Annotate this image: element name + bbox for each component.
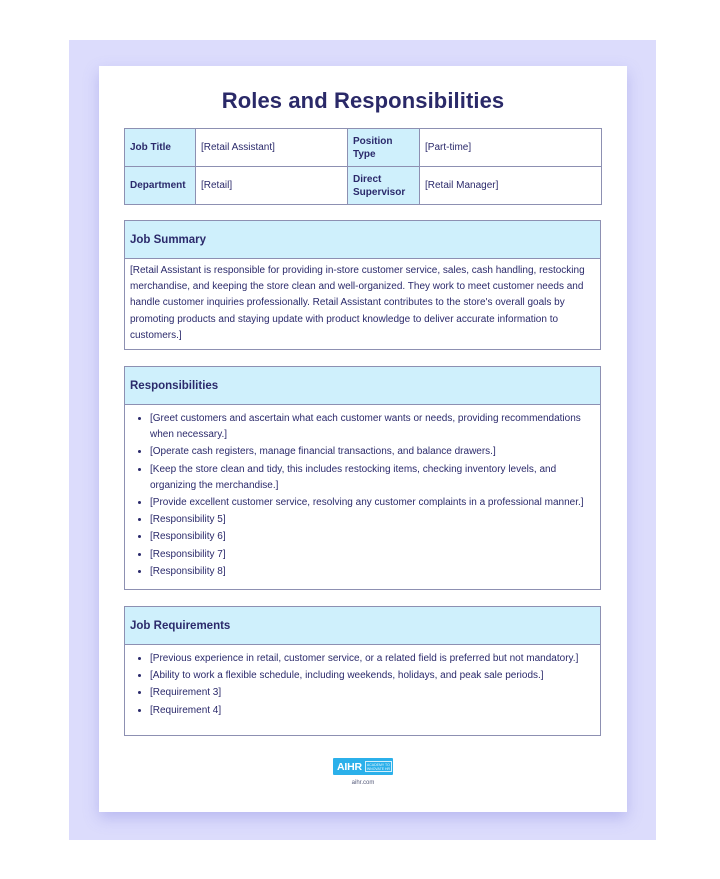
job-title-value: [Retail Assistant] (196, 129, 348, 167)
job-requirements-section (124, 606, 601, 736)
section-heading: Responsibilities (125, 367, 600, 405)
list-item: • [Ability to work a flexible schedule, including weekends, holidays, and peak sale periods.] (150, 667, 595, 684)
list-item: • [Requirement 3] (150, 684, 595, 701)
job-info-table (124, 128, 602, 205)
list-item: • [Responsibility 8] (150, 563, 595, 580)
table-row (125, 167, 602, 205)
list-item: • [Responsibility 5] (150, 511, 595, 528)
list-item: • [Previous experience in retail, customer service, or a related field is preferred but not mandatory.] (150, 650, 595, 667)
job-summary-text: [Retail Assistant is responsible for providing in-store customer service, sales, cash handling, restocking merchandise, and keeping the store clean and well-organized. They work to meet customer needs and handle customer inquiries professionally. Retail Assistant contributes to the store's overall goals by promoting products and staying update with product knowledge to deliver accurate information to customers.] (130, 265, 585, 341)
section-heading: Job Requirements (125, 607, 600, 645)
list-item: • [Keep the store clean and tidy, this includes restocking items, checking inventory levels, and organizing the merchandise.] (150, 461, 595, 494)
aihr-logo (333, 758, 393, 775)
document-page (99, 66, 627, 812)
list-item: • [Responsibility 6] (150, 528, 595, 545)
list-item: • [Requirement 4] (150, 702, 595, 719)
site-url: aihr.com (351, 780, 375, 786)
table-row (125, 129, 602, 167)
department-label: Department (125, 167, 196, 205)
section-heading: Job Summary (125, 221, 600, 259)
logo-text: AIHR (337, 760, 362, 773)
requirements-list (130, 650, 595, 719)
position-type-value: [Part-time] (420, 129, 602, 167)
direct-supervisor-value: [Retail Manager] (420, 167, 602, 205)
logo-tagline: ACADEMY TO INNOVATE HR (366, 762, 391, 771)
job-summary-section (124, 220, 601, 350)
responsibilities-list (130, 410, 595, 580)
page-title: Roles and Responsibilities (221, 88, 505, 113)
direct-supervisor-label: Direct Supervisor (348, 167, 420, 205)
position-type-label: Position Type (348, 129, 420, 167)
list-item: • [Operate cash registers, manage financial transactions, and balance drawers.] (150, 443, 595, 460)
responsibilities-section (124, 366, 601, 590)
department-value: [Retail] (196, 167, 348, 205)
list-item: • [Responsibility 7] (150, 546, 595, 563)
list-item: • [Provide excellent customer service, resolving any customer complaints in a professional manner.] (150, 494, 595, 511)
list-item: • [Greet customers and ascertain what each customer wants or needs, providing recommendations when necessary.] (150, 410, 595, 443)
job-title-label: Job Title (125, 129, 196, 167)
